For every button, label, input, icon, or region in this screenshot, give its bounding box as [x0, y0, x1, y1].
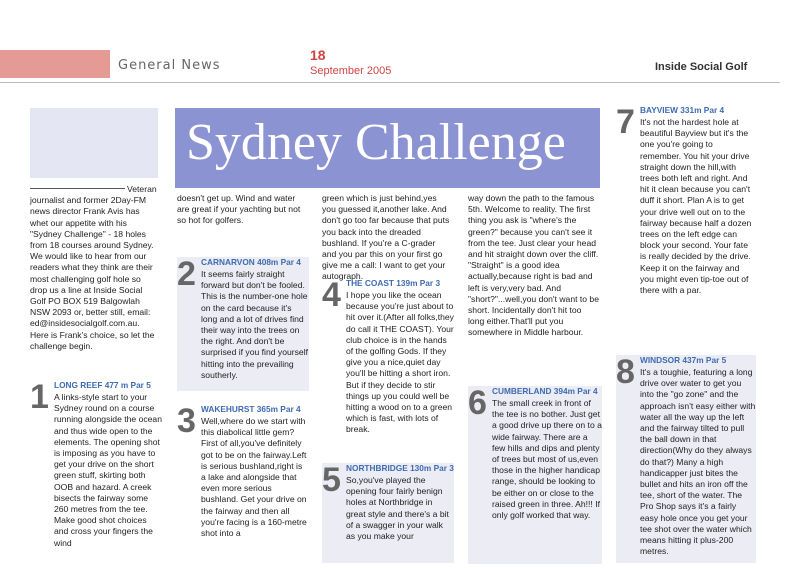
hole-text: A links-style start to your Sydney round on a course running alongside the ocean and thus wide open to the elements. The opening shot is imposing as you have to get your drive on the short green stuff, skirting both OOB and hazard. A creek bisects the fairway some 260 metres from the tee. Make good shot choices and cross your fingers the wind: [54, 392, 162, 548]
hole-5: [322, 463, 454, 563]
continued-text: way down the path to the famous 5th. Welcome to reality. The first thing you ask is "where's the green?" because you can't see it from the tee. Just clear your head and hit straight down over the cliff. "Straight" is a good idea actually,because right is bad and left is very,very bad. And "short?"...well,you don't want to be short. Incidentally don't hit too long either.That'll put you somewhere in Middle harbour.: [468, 193, 599, 338]
hole-heading: NORTHBRIDGE 130m Par 3: [346, 463, 454, 473]
column-continuation: [177, 193, 307, 227]
hole-heading: CARNARVON 408m Par 4: [201, 257, 301, 267]
hole-7: [616, 105, 752, 296]
hole-text: It's not the hardest hole at beautiful Bayview but it's the one you're going to remember. You hit your drive straight down the hill,with trees both left and right. And hit it clean because you can't duff it short. Plan A is to get your drive well out on to the fairway because half a dozen trees on the left edge can block your second. Your fate is really decided by the drive. Keep it on the fairway and you might even tip-toe out of there with a par.: [640, 117, 752, 296]
hole-text: So,you've played the opening four fairly benign holes at Northbridge in great style and there's a bit of a swagger in your walk as you make your: [346, 475, 449, 542]
hole-6: [468, 386, 602, 564]
hole-number: 1: [30, 378, 49, 416]
hole-heading: WINDSOR 437m Par 5: [640, 355, 727, 365]
intro-text-block: [30, 184, 160, 352]
hole-4: [322, 278, 454, 436]
hole-text: It's a toughie, featuring a long drive over water to get you into the "go zone" and the approach isn't easy either with water all the way up the left and the fairway tilted to pull the ball down in that direction(Why do they always do that?) Many a high handicapper just bites the bullet and hits an iron off the tee, short of the water. The Pro Shop says it's a fairly easy hole once you get your tee shot over the water which means hitting it plus-200 metres.: [640, 367, 756, 557]
page-number: 18: [310, 47, 326, 63]
column-continuation: [322, 193, 452, 283]
hole-heading: CUMBERLAND 394m Par 4: [492, 386, 598, 396]
section-label: General News: [118, 58, 221, 73]
hole-heading: WAKEHURST 365m Par 4: [201, 404, 301, 414]
hole-number: 5: [322, 461, 341, 499]
issue-date: September 2005: [310, 65, 392, 77]
section-color-bar: [0, 50, 110, 78]
hole-number: 2: [177, 255, 196, 293]
hole-8: [616, 355, 756, 563]
hole-text: Well,where do we start with this diabolical little gem? First of all,you've definitely got to be on the fairway.Left is serious bushland,right is a lake and alongside that even more serious bushland. Get your drive on the fairway and then all you're facing is a 160-metre shot into a: [201, 416, 307, 539]
hole-number: 3: [177, 402, 196, 440]
header-rule: [0, 82, 780, 83]
hole-heading: LONG REEF 477 m Par 5: [54, 380, 151, 390]
continued-text: green which is just behind,yes you guessed it,another lake. And don't go too far because that puts you back into the dreaded bushland. If you're a C-grader and you par this on your first go give me a call: I want to get your autograph.: [322, 193, 450, 282]
hole-text: I hope you like the ocean because you're just about to hit over it.(After all folks,they do call it THE COAST). Your club choice is in the hands of the golfing Gods. If they give you a nice,quiet day you'll be hitting a short iron. But if they decide to stir things up you could well be hitting a wood on to a green which is fast, with lots of break.: [346, 290, 454, 435]
hole-heading: BAYVIEW 331m Par 4: [640, 105, 725, 115]
hole-text: The small creek in front of the tee is no bother. Just get a good drive up there on to a wide fairway. There are a few hills and dips and plenty of trees but most of us,even those in the higher handicap range, should be looking to be either on or close to the raised green in three. Ah!!! If only golf worked that way.: [492, 398, 602, 521]
hole-number: 6: [468, 384, 487, 422]
hole-2: [177, 257, 309, 391]
hole-number: 8: [616, 353, 635, 391]
article-title: Sydney Challenge: [186, 114, 566, 171]
hole-text: It seems fairly straight forward but don't be fooled. This is the number-one hole on the card because it's long and a lot of drives find their way into the trees on the right. And don't be surprised if you find yourself hitting into the prevailing southerly.: [201, 269, 308, 380]
intro-paragraph: Veteran journalist and former 2Day-FM news director Frank Avis has whet our appetite with his "Sydney Challenge" - 18 holes from 18 courses around Sydney. We would like to hear from our readers what they think are their most challenging golf hole so drop us a line at Inside Social Golf PO BOX 519 Balgowlah NSW 2093 or, better still, email: ed@insidesocialgolf.com.au. Here is Frank's choice, so let the challenge begin.: [30, 184, 157, 351]
hole-heading: THE COAST 139m Par 3: [346, 278, 441, 288]
hole-number: 4: [322, 276, 341, 314]
magazine-name: Inside Social Golf: [655, 61, 748, 73]
continued-text: doesn't get up. Wind and water are great if your yachting but not so hot for golfers.: [177, 193, 301, 226]
column-continuation: [468, 193, 600, 339]
hole-number: 7: [616, 103, 635, 141]
hole-1: [30, 380, 162, 549]
intro-faded-area: [30, 108, 158, 178]
hole-3: [177, 404, 309, 539]
